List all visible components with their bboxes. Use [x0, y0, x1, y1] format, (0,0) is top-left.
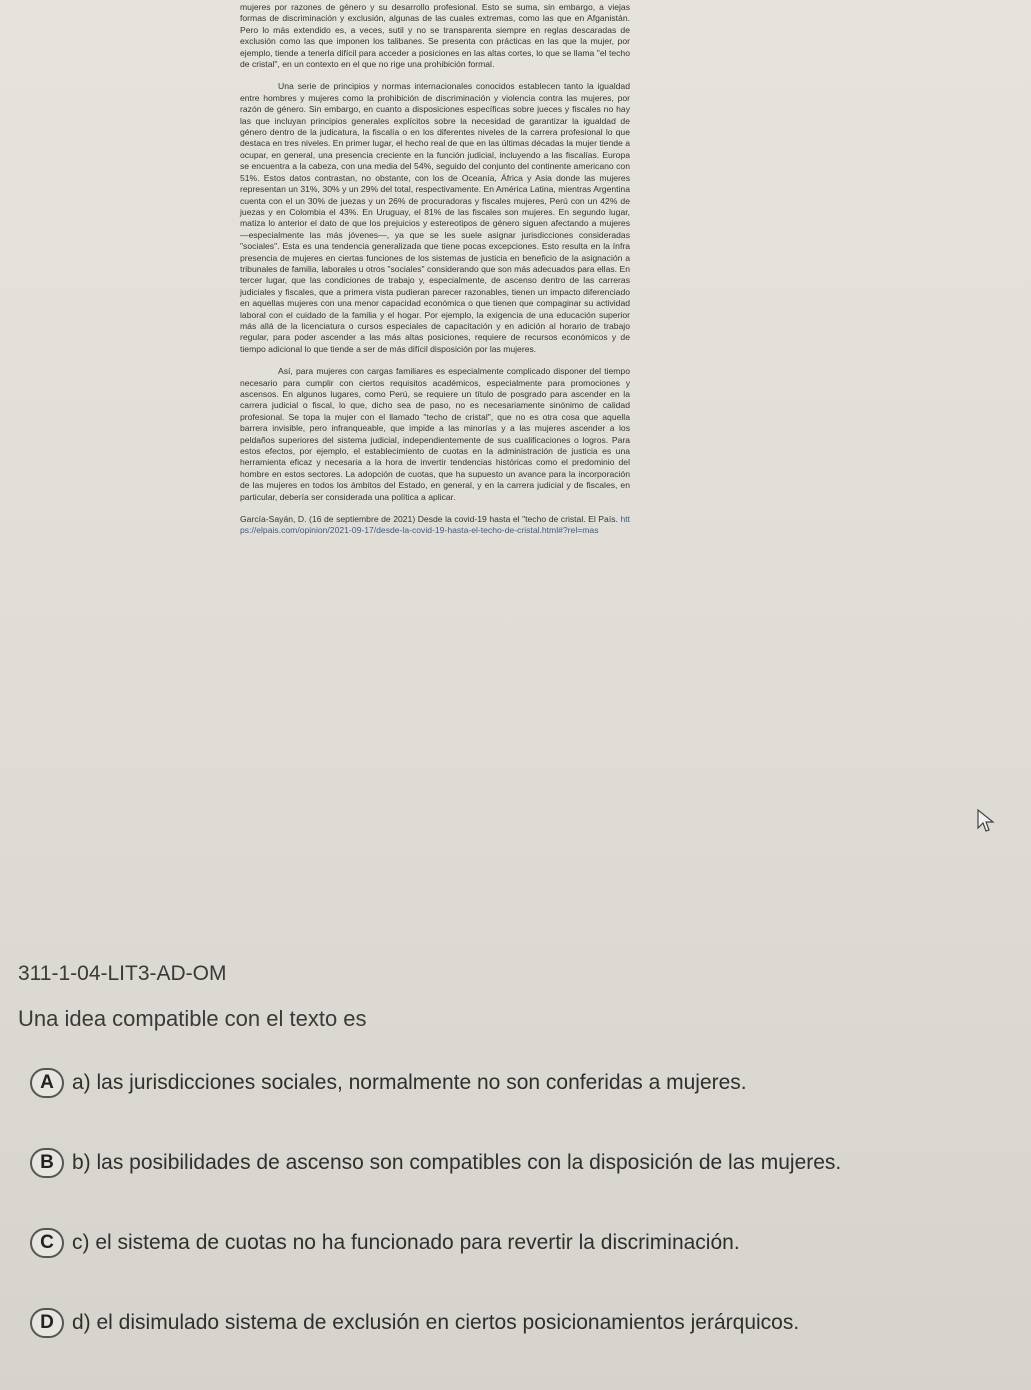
option-c-letter[interactable]: C [30, 1228, 64, 1258]
article-paragraph-2: Una serie de principios y normas internacionales conocidos establecen tanto la igualdad entre hombres y mujeres como la prohibición de discriminación y violencia contra las mujeres, por razón de género. Sin embargo, en cuanto a disposiciones específicas sobre jueces y fiscales no hay las que incluyan principios generales explícitos sobre la necesidad de garantizar la igualdad de género dentro de la judicatura, la fiscalía o en los diferentes niveles de la carrera profesional lo que destaca en tres niveles. En primer lugar, el hecho real de que en las últimas décadas la mujer tiende a ocupar, en general, una presencia creciente en la función judicial, incluyendo a las fiscalías. Europa se encuentra a la cabeza, con una media del 54%, seguido del conjunto del continente americano con 51%. Estos datos contrastan, no obstante, con los de Oceanía, África y Asia donde las mujeres representan un 31%, 30% y un 29% del total, respectivamente. En América Latina, mientras Argentina cuenta con el un 30% de juezas y un 26% de procuradoras y fiscales mujeres, Perú con un 42% de juezas y en Colombia el 43%. En Uruguay, el 81% de las fiscales son mujeres. En segundo lugar, matiza lo anterior el dato de que los prejuicios y estereotipos de género siguen afectando a mujeres —especialmente las más jóvenes—, ya que se les suele asignar jurisdicciones consideradas "sociales". Esta es una tendencia generalizada que tiene pocas excepciones. Esto resulta en la ínfra presencia de mujeres en ciertas funciones de los sistemas de justicia en beneficio de la asignación a tribunales de familia, laborales u otros "sociales" considerando que son más adecuados para ellas. En tercer lugar, que las condiciones de trabajo y, especialmente, de ascenso dentro de las carreras judiciales y fiscales, que a primera vista pudieran parecer razonables, tienen un impacto diferenciado en aquellas mujeres con una menor capacidad económica o que tienen que compaginar su actividad laboral con el cuidado de la familia y el hogar. Por ejemplo, la exigencia de una educación superior más allá de la licenciatura o cursos especiales de capacitación y en adición al horario de trabajo regular, para poder ascender a las más altas posiciones, requiere de recursos económicos y de tiempo adicional lo que tiende a ser de más difícil disposición por las mujeres. [240, 81, 630, 354]
mouse-pointer-icon [976, 808, 996, 834]
article-text [240, 2, 630, 537]
option-a[interactable] [30, 1068, 747, 1098]
option-a-letter[interactable]: A [30, 1068, 64, 1098]
article-paragraph-3: Así, para mujeres con cargas familiares es especialmente complicado disponer del tiempo necesario para cumplir con ciertos requisitos académicos, especialmente para promociones y ascensos. En algunos lugares, como Perú, se requiere un título de posgrado para ascender en la carrera judicial o fiscal, lo que, dicho sea de paso, no es necesariamente sinónimo de calidad profesional. Se topa la mujer con el llamado "techo de cristal", que no es otra cosa que aquella barrera invisible, pero infranqueable, que impide a las minorías y a las mujeres ascender a los peldaños superiores del sistema judicial, independientemente de sus cualificaciones o logros. Para estos efectos, por ejemplo, el establecimiento de cuotas en la administración de justicia es una herramienta eficaz y necesaria a la hora de invertir tendencias históricas como el predominio del hombre en estos sectores. La adopción de cuotas, que ha supuesto un avance para la incorporación de las mujeres en todos los ámbitos del Estado, en general, y en la carrera judicial y de fiscales, en particular, debería ser considerada una política a aplicar. [240, 366, 630, 502]
option-a-text[interactable]: a) las jurisdicciones sociales, normalmente no son conferidas a mujeres. [72, 1071, 747, 1094]
question-code: 311-1-04-LIT3-AD-OM [18, 962, 227, 985]
citation [240, 514, 630, 537]
option-b-letter[interactable]: B [30, 1148, 64, 1178]
option-d-letter[interactable]: D [30, 1308, 64, 1338]
question-prompt: Una idea compatible con el texto es [18, 1006, 367, 1031]
option-b-text[interactable]: b) las posibilidades de ascenso son compatibles con la disposición de las mujeres. [72, 1151, 842, 1174]
option-c-text[interactable]: c) el sistema de cuotas no ha funcionado para revertir la discriminación. [72, 1231, 740, 1254]
article-paragraph-1: mujeres por razones de género y su desarrollo profesional. Esto se suma, sin embargo, a viejas formas de discriminación y exclusión, algunas de las cuales extremas, como las que en Afganistán. Pero lo más extendido es, a veces, sutil y no se transparenta siempre en reglas descaradas de exclusión como las que imponen los talibanes. Se presenta con prácticas en las que la mujer, por ejemplo, tiende a tenerla difícil para acceder a posiciones en las altas cortes, lo que se llama "el techo de cristal", en un contexto en el que no rige una prohibición formal. [240, 2, 630, 70]
option-c[interactable] [30, 1228, 740, 1258]
option-b[interactable] [30, 1148, 841, 1178]
citation-text: García-Sayán, D. (16 de septiembre de 2021) Desde la covid-19 hasta el "techo de cristal. El País. [240, 514, 618, 525]
option-d[interactable] [30, 1308, 799, 1338]
option-d-text[interactable]: d) el disimulado sistema de exclusión en ciertos posicionamientos jerárquicos. [72, 1311, 800, 1334]
citation-link[interactable]: https://elpais.com/opinion/2021-09-17/desde-la-covid-19-hasta-el-techo-de-cristal.html#?rel=mas [240, 514, 630, 536]
